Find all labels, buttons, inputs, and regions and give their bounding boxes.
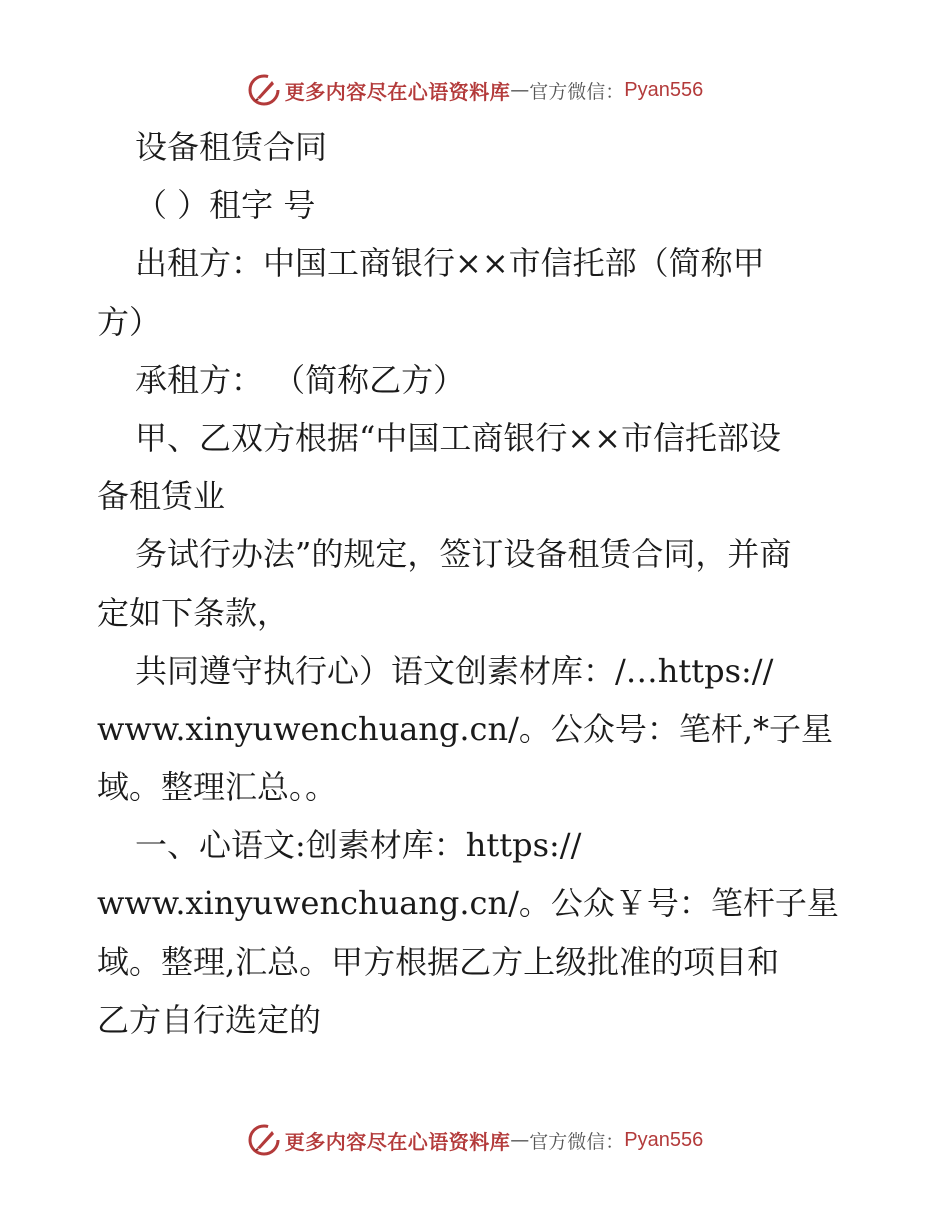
footer-wechat-label: 官方微信： [529,1130,625,1153]
document-title: 设备租赁合同 [135,128,328,166]
footer-banner [0,1120,950,1160]
clause-one-line: 一、心语文:创素材库：https:// [135,826,582,865]
footer-separator: — [510,1129,530,1151]
header-banner [0,70,950,110]
paragraph-line: 务试行办法”的规定，签订设备租赁合同，并商 [135,535,792,574]
paragraph-line: 备租赁业 [97,477,226,516]
document-body [97,118,857,1049]
paragraph-line: 乙方自行选定的 [97,1000,322,1039]
paragraph-line: 共同遵守执行心）语文创素材库：/…https:// [135,651,774,690]
paragraph-line: www.xinyuwenchuang.cn/。公众号：笔杆,*子星 [97,709,834,748]
quill-pen-logo-icon [247,73,281,107]
quill-pen-logo-icon [247,1123,281,1157]
footer-wechat-id: Pyan556 [624,1128,704,1151]
paragraph-line: 域。整理汇总。。 [97,768,338,807]
lessor-line-continued: 方） [97,302,162,341]
contract-number-line: （ ）租字 号 [135,186,316,225]
header-wechat-id: Pyan556 [624,78,704,101]
header-brand-text: 更多内容尽在心语资料库 [284,79,511,104]
paragraph-line: 甲、乙双方根据“中国工商银行××市信托部设 [135,418,781,457]
header-separator: — [510,79,530,101]
paragraph-line: 域。整理,汇总。甲方根据乙方上级批准的项目和 [97,942,780,981]
paragraph-line: 定如下条款， [97,593,290,632]
paragraph-line: www.xinyuwenchuang.cn/。公众￥号：笔杆子星 [97,884,839,923]
footer-brand-text: 更多内容尽在心语资料库 [284,1129,511,1154]
lessee-line: 承租方： （简称乙方） [135,360,466,399]
header-wechat-label: 官方微信： [529,80,625,103]
lessor-line: 出租方：中国工商银行××市信托部（简称甲 [135,244,765,283]
